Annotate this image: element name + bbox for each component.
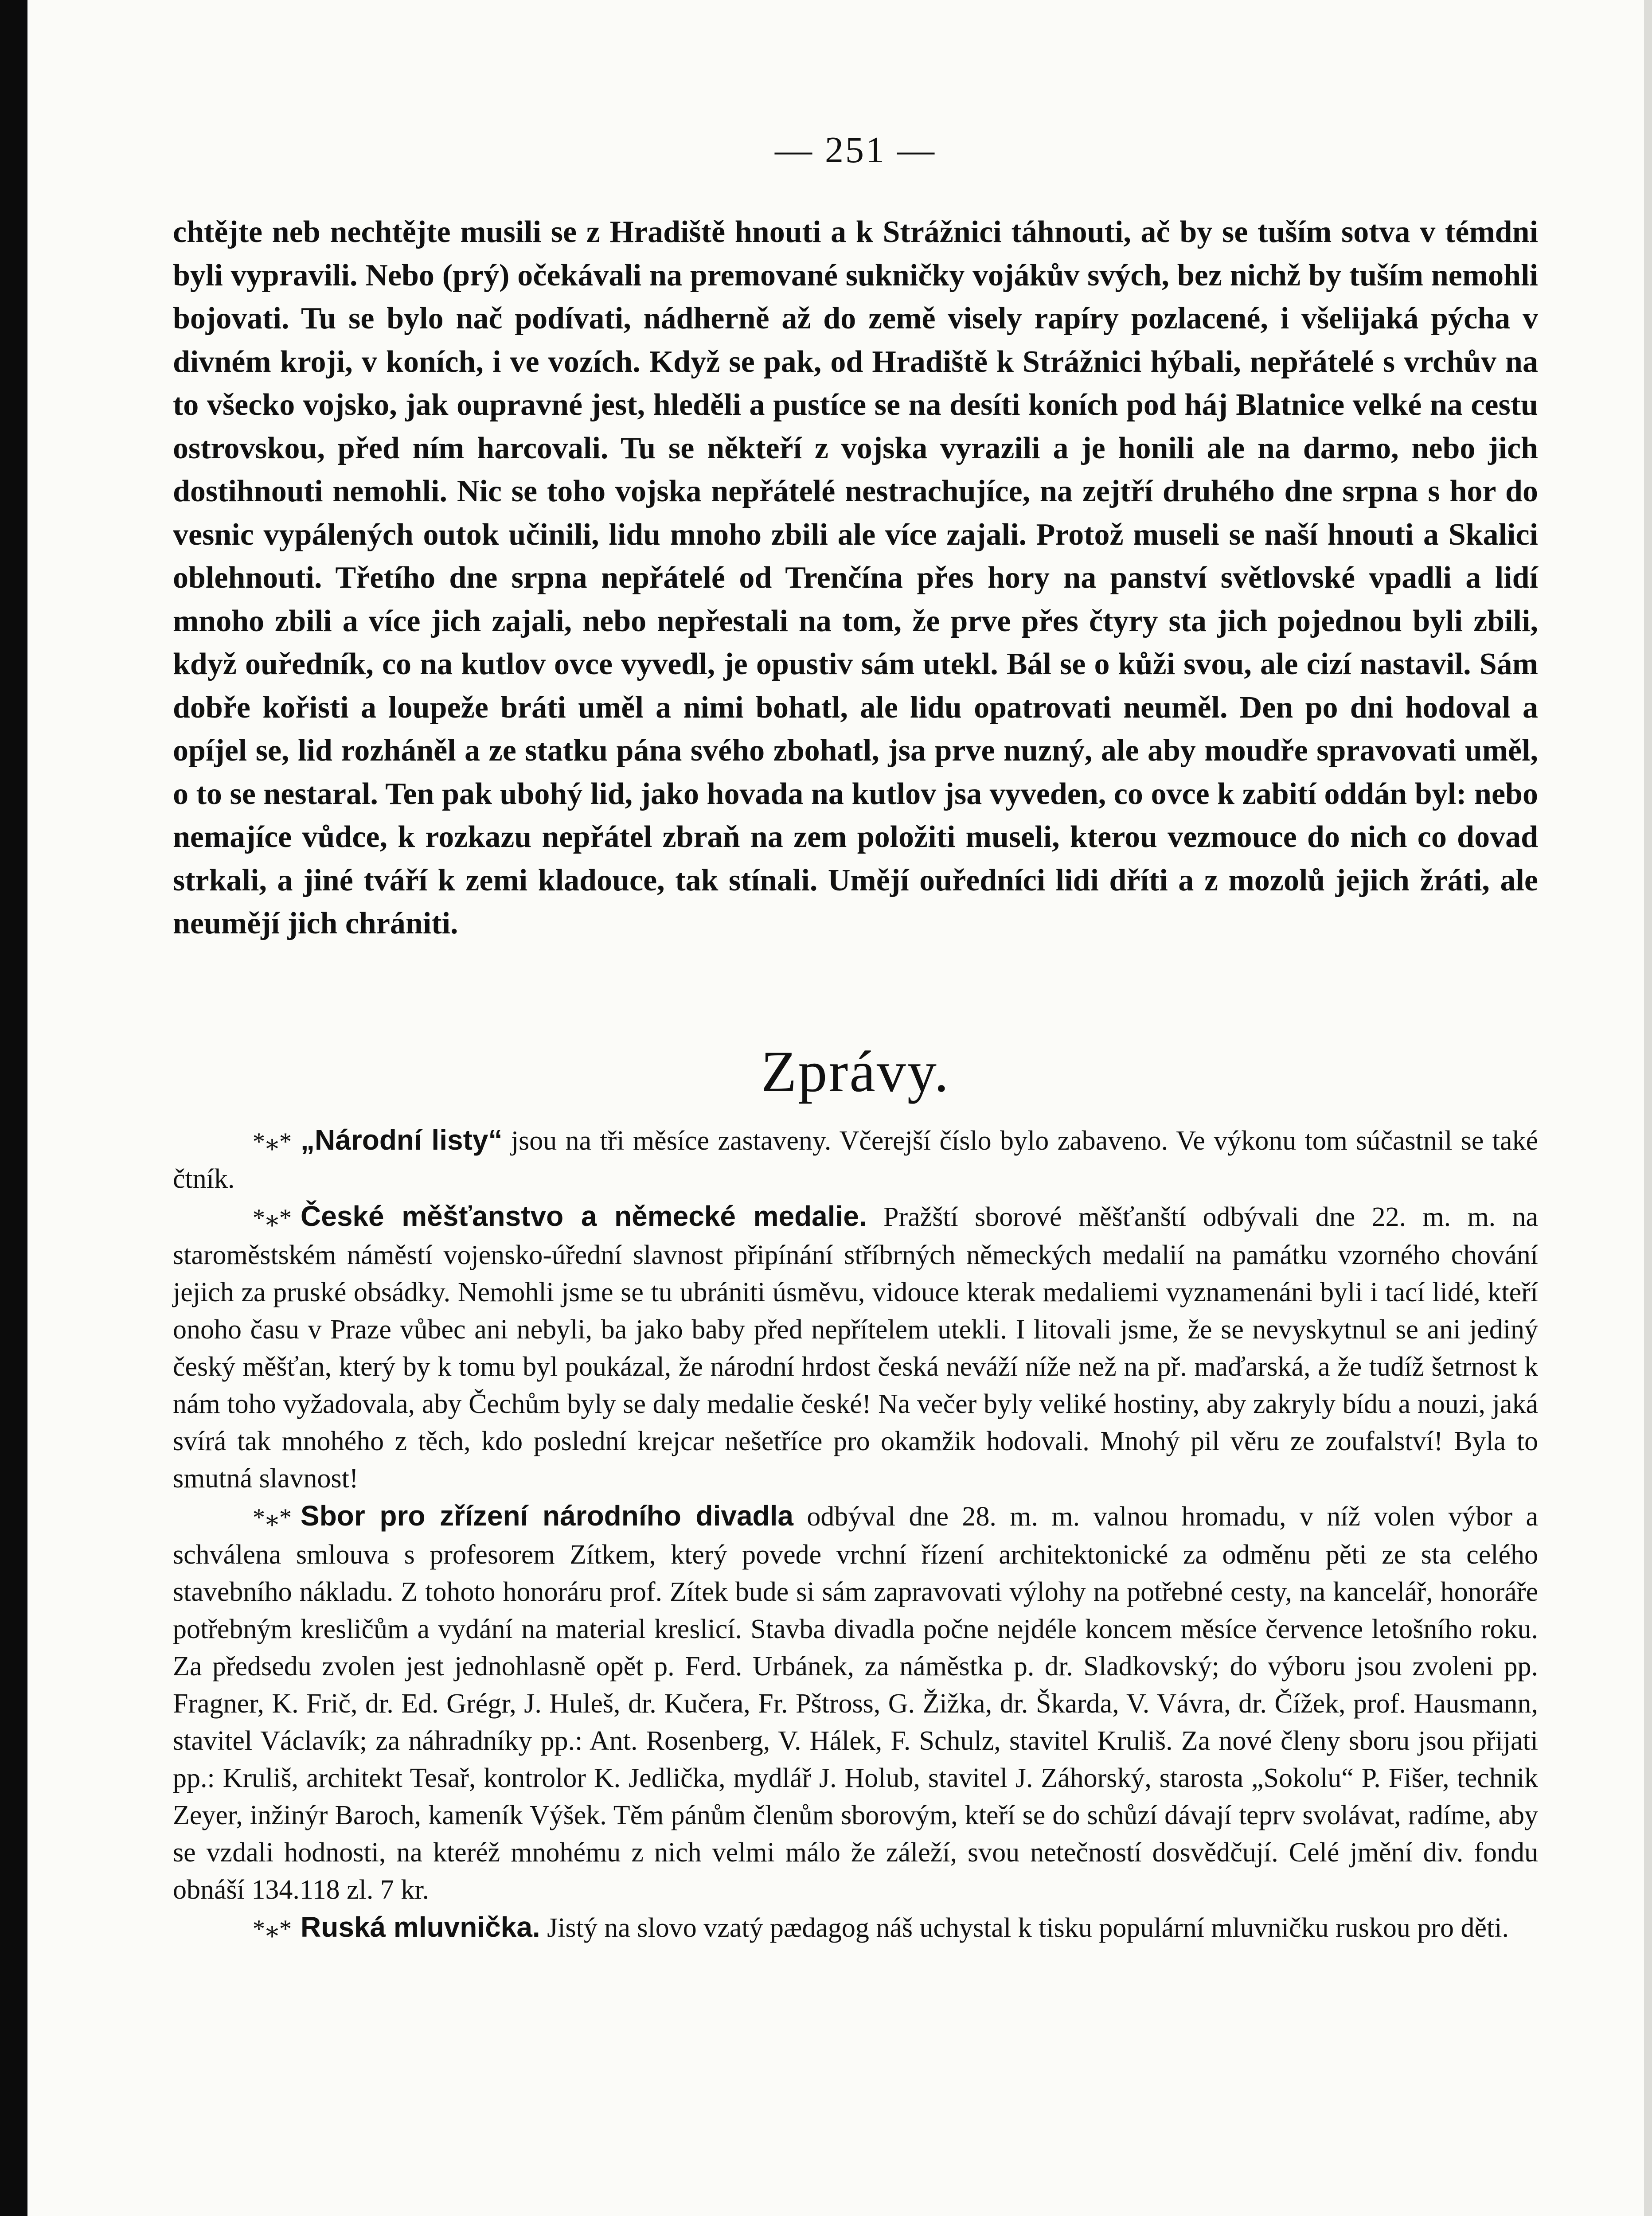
asterism-icon: *⁎* xyxy=(253,1128,293,1155)
news-body: odbýval dne 28. m. m. valnou hromadu, v níž volen výbor a schválena smlouva s profesorem Zítkem, který povede vrchní řízení architektonické za odměnu pěti ze sta celého stavebního nákladu. Z tohoto honoráru prof. Zítek bude si sám zapravovati výlohy na potřebné cesty, na kancelář, honoráře potřebným kresličům a vydání na material kreslicí. Stavba divadla počne nejdéle koncem měsíce července letošního roku. Za předsedu zvolen jest jednohlasně opět p. Ferd. Urbánek, za náměstka p. dr. Sladkovský; do výboru jsou zvoleni pp. Fragner, K. Frič, dr. Ed. Grégr, J. Huleš, dr. Kučera, Fr. Pštross, G. Žižka, dr. Škarda, V. Vávra, dr. Čížek, prof. Hausmann, stavitel Václavík; za náhradníky pp.: Ant. Rosenberg, V. Hálek, F. Schulz, stavitel Kruliš. Za nové členy sboru jsou přijati pp.: Kruliš, architekt Tesař, kontrolor K. Jedlička, mydlář J. Holub, stavitel J. Záhorský, starosta „Sokolu“ P. Fišer, technik Zeyer, inžinýr Baroch, kameník Výšek. Těm pánům členům sborovým, kteří se do schůzí dávají teprv svolávat, radíme, aby se vzdali hodnosti, na kteréž mnohému z nich velmi málo že záleží, svou netečností dosvědčují. Celé jmění div. fondu obnáší 134.118 zl. 7 kr. xyxy=(173,1501,1539,1905)
scan-edge-right xyxy=(1644,0,1652,2216)
news-item xyxy=(173,1121,1538,1198)
news-headline: Sbor pro zřízení národního divadla xyxy=(301,1499,794,1532)
news-item xyxy=(173,1198,1538,1497)
asterism-icon: *⁎* xyxy=(253,1204,293,1232)
news-list xyxy=(173,1121,1538,1947)
news-headline: Ruská mluvnička. xyxy=(301,1911,540,1943)
section-title: Zprávy. xyxy=(761,1038,950,1104)
news-body: jsou na tři měsíce zastaveny. Včerejší číslo bylo zabaveno. Ve výkonu tom súčastnil se také čtník. xyxy=(173,1125,1538,1194)
page-content xyxy=(173,129,1538,1947)
news-body: Pražští sborové měšťanští odbývali dne 22. m. m. na staroměstském náměstí vojensko-úřední slavnost připínání stříbrných německých medalií na památku vzorného chování jejich za pruské obsádky. Nemohli jsme se tu ubrániti úsměvu, vidouce kterak medaliemi vyznamenáni byli i tací lidé, kteří onoho času v Praze vůbec ani nebyli, ba jako baby před nepřítelem utekli. I litovali jsme, že se nevyskytnul se ani jediný český měšťan, který by k tomu byl poukázal, že národní hrdost česká neváží níže než na př. maďarská, a že tudíž šetrnost k nám toho vyžadovala, aby Čechům byly se daly medalie české! Na večer byly veliké hostiny, aby zakryly bídu a nouzi, jaká svírá tak mnohého z těch, kdo poslední krejcar nešetříce pro okamžik hodovali. Mnohý pil věru ze zoufalství! Byla to smutná slavnost! xyxy=(173,1202,1539,1494)
asterism-icon: *⁎* xyxy=(253,1503,293,1531)
story-text xyxy=(173,211,1538,945)
news-headline: České měšťanstvo a německé medalie. xyxy=(301,1200,867,1232)
asterism-icon: *⁎* xyxy=(253,1915,293,1943)
news-item xyxy=(173,1497,1538,1908)
news-item xyxy=(173,1908,1538,1947)
scan-edge-left xyxy=(0,0,27,2216)
story-paragraph: chtějte neb nechtějte musili se z Hradiště hnouti a k Strážnici táhnouti, ač by se tuším sotva v témdni byli vypravili. Nebo (prý) očekávali na premované sukničky vojákův svých, bez nichž by tuším nemohli bojovati. Tu se bylo nač podívati, nádherně až do země visely rapíry pozlacené, i všelijaká pýcha v divném kroji, v koních, i ve vozích. Když se pak, od Hradiště k Strážnici hýbali, nepřátelé s vrchův na to všecko vojsko, jak oupravné jest, hleděli a pustíce se na desíti koních pod háj Blatnice velké na cestu ostrovskou, před ním harcovali. Tu se někteří z vojska vyrazili a je honili ale na darmo, nebo jich dostihnouti nemohli. Nic se toho vojska nepřátelé nestrachujíce, na zejtří druhého dne srpna s hor do vesnic vypálených outok učinili, lidu mnoho zbili ale více zajali. Protož museli se naší hnouti a Skalici oblehnouti. Třetího dne srpna nepřátelé od Trenčína přes hory na panství světlovské vpadli a lidí mnoho zbili a více jich zajali, nebo nepřestali na tom, že prve přes čtyry sta jich pojednou byli zbili, když ouředník, co na kutlov ovce vyvedl, je opustiv sám utekl. Bál se o kůži svou, ale cizí nastavil. Sám dobře kořisti a loupeže bráti uměl a nimi bohatl, ale lidu opatrovati neuměl. Den po dni hodoval a opíjel se, lid rozháněl a ze statku pána svého zbohatl, jsa prve nuzný, ale aby moudře spravovati uměl, o to se nestaral. Ten pak ubohý lid, jako hovada na kutlov jsa vyveden, co ovce k zabití oddán byl: nebo nemajíce vůdce, k rozkazu nepřátel zbraň na zem položiti museli, kterou vezmouce do nich co dovad strkali, a jiné tváří k zemi kladouce, tak stínali. Umějí ouředníci lidi dříti a z mozolů jejich žráti, ale neumějí jich chrániti. xyxy=(173,215,1538,940)
news-body: Jistý na slovo vzatý pædagog náš uchystal k tisku populární mluvničku ruskou pro děti. xyxy=(547,1912,1509,1943)
news-headline: „Národní listy“ xyxy=(301,1124,503,1156)
page-number: — 251 — xyxy=(775,129,936,171)
